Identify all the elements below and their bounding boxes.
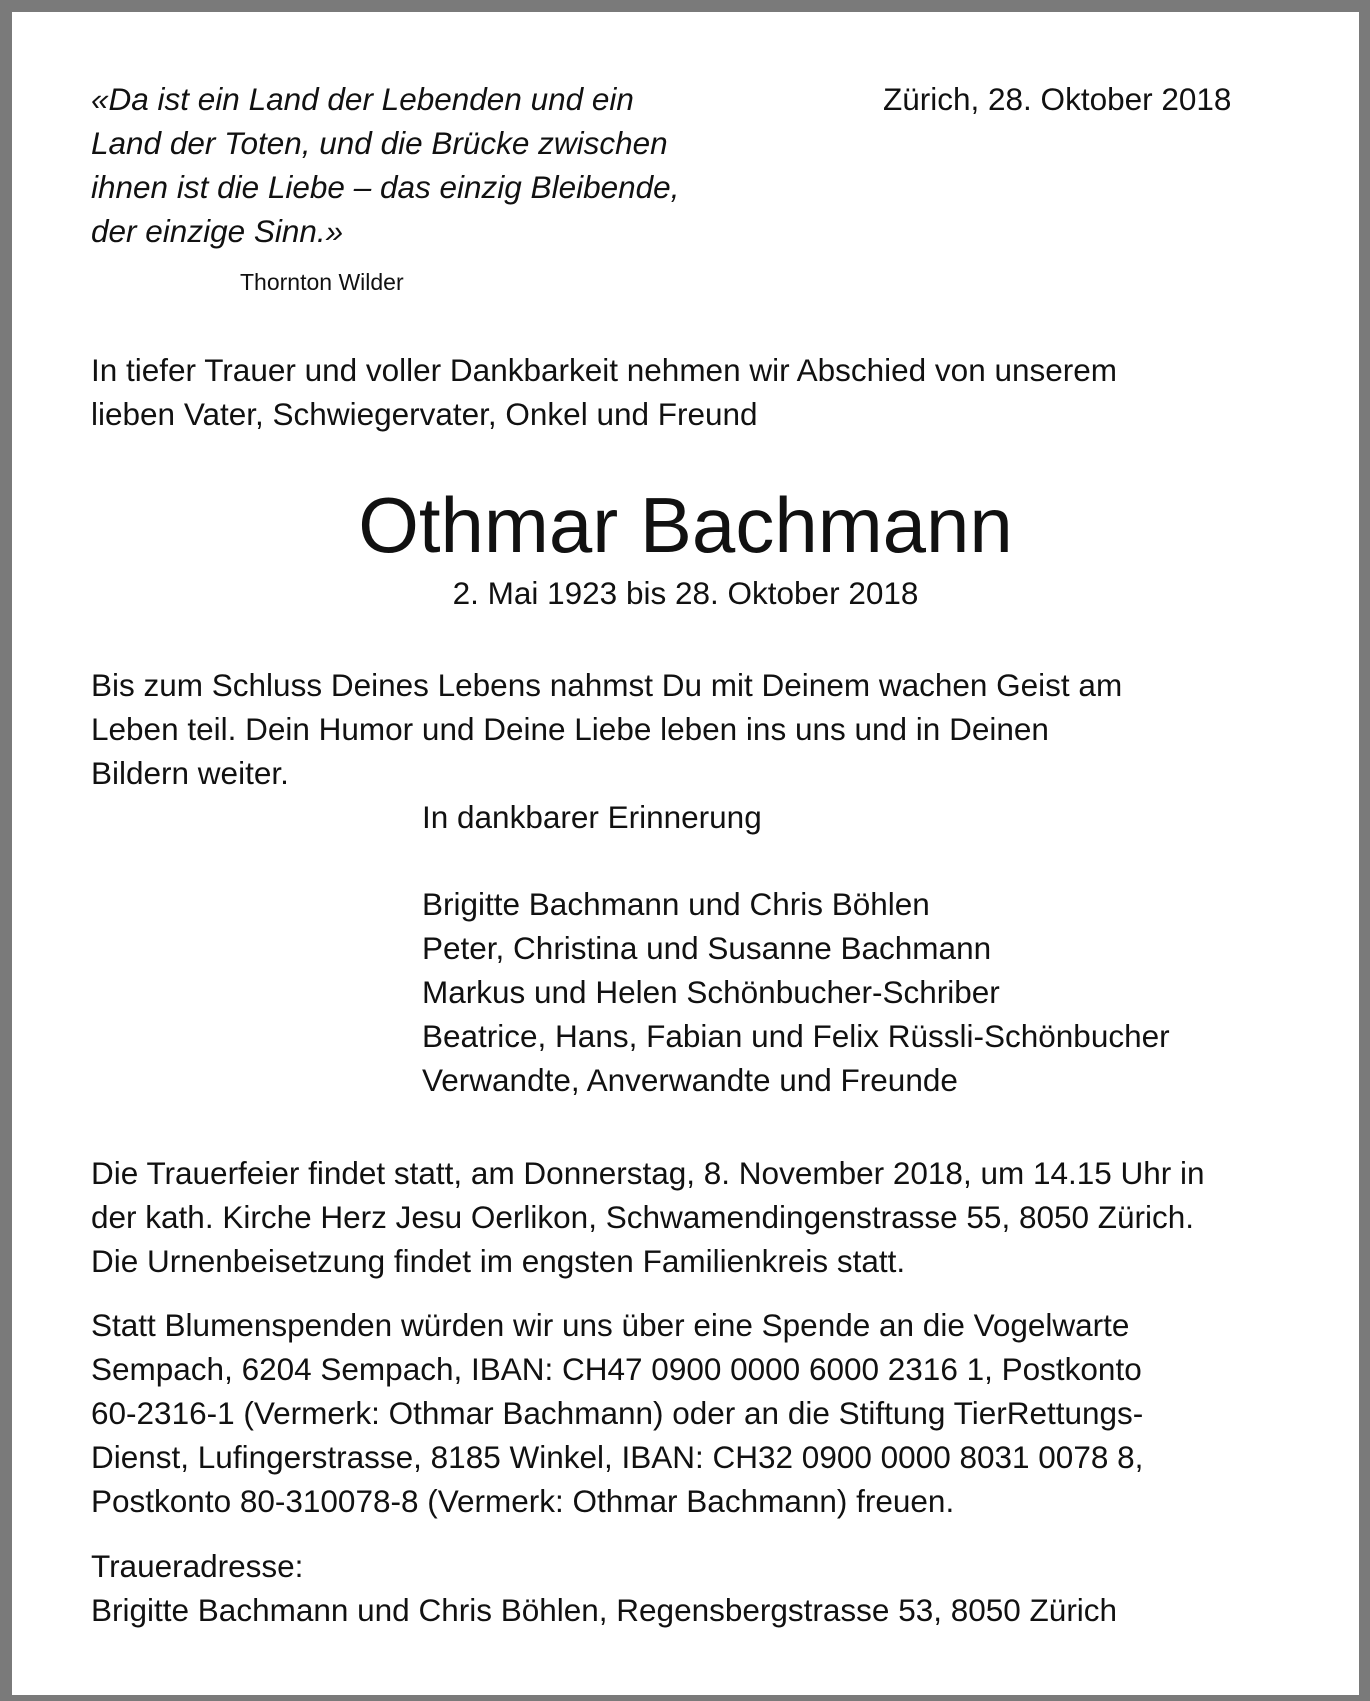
donation-line: Statt Blumenspenden würden wir uns über eine Spende an die Vogelwarte	[91, 1307, 1130, 1343]
place-date: Zürich, 28. Oktober 2018	[883, 81, 1232, 117]
quote-line: Land der Toten, und die Brücke zwischen	[91, 125, 668, 161]
quote-line: ihnen ist die Liebe – das einzig Bleibende,	[91, 169, 680, 205]
mourner-line: Beatrice, Hans, Fabian und Felix Rüssli-Schönbucher	[422, 1018, 1170, 1054]
donation-line: 60-2316-1 (Vermerk: Othmar Bachmann) oder an die Stiftung TierRettungs-	[91, 1395, 1144, 1431]
quote-line: «Da ist ein Land der Lebenden und ein	[91, 81, 634, 117]
tribute-line: Bis zum Schluss Deines Lebens nahmst Du mit Deinem wachen Geist am	[91, 667, 1123, 703]
mourner-line: Markus und Helen Schönbucher-Schriber	[422, 974, 1000, 1010]
quote-author: Thornton Wilder	[240, 269, 404, 295]
donation-line: Dienst, Lufingerstrasse, 8185 Winkel, IBAN: CH32 0900 0000 8031 0078 8,	[91, 1439, 1144, 1475]
ceremony-line: Die Trauerfeier findet statt, am Donnerstag, 8. November 2018, um 14.15 Uhr in	[91, 1155, 1205, 1191]
intro-line: In tiefer Trauer und voller Dankbarkeit nehmen wir Abschied von unserem	[91, 352, 1118, 388]
quote-line: der einzige Sinn.»	[91, 213, 344, 249]
ceremony-line: der kath. Kirche Herz Jesu Oerlikon, Schwamendingenstrasse 55, 8050 Zürich.	[91, 1199, 1195, 1235]
donation-line: Postkonto 80-310078-8 (Vermerk: Othmar Bachmann) freuen.	[91, 1483, 955, 1519]
donation-line: Sempach, 6204 Sempach, IBAN: CH47 0900 0000 6000 2316 1, Postkonto	[91, 1351, 1142, 1387]
address-value: Brigitte Bachmann und Chris Böhlen, Regensbergstrasse 53, 8050 Zürich	[91, 1592, 1118, 1628]
address-label: Traueradresse:	[91, 1548, 304, 1584]
obituary-page	[12, 12, 1359, 1695]
tribute-line: Bildern weiter.	[91, 755, 289, 791]
closing-phrase: In dankbarer Erinnerung	[422, 799, 762, 835]
ceremony-line: Die Urnenbeisetzung findet im engsten Familienkreis statt.	[91, 1243, 906, 1279]
mourner-line: Peter, Christina und Susanne Bachmann	[422, 930, 992, 966]
tribute-line: Leben teil. Dein Humor und Deine Liebe leben ins uns und in Deinen	[91, 711, 1049, 747]
intro-line: lieben Vater, Schwiegervater, Onkel und Freund	[91, 396, 758, 432]
deceased-dates: 2. Mai 1923 bis 28. Oktober 2018	[452, 575, 919, 611]
mourner-line: Brigitte Bachmann und Chris Böhlen	[422, 886, 930, 922]
deceased-name: Othmar Bachmann	[358, 481, 1013, 569]
mourner-line: Verwandte, Anverwandte und Freunde	[422, 1062, 958, 1098]
